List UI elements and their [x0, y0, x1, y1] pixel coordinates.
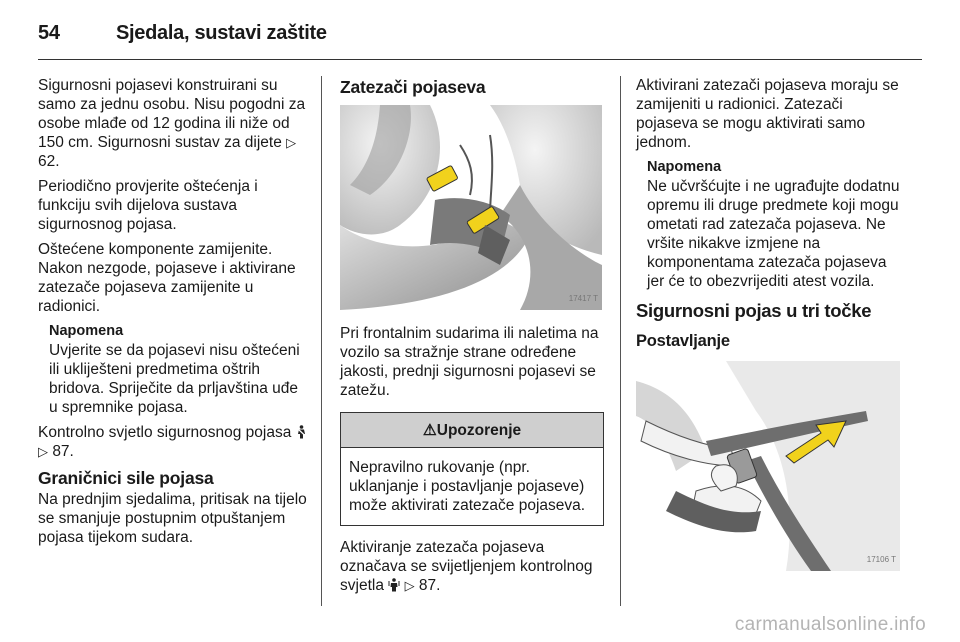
seatbelt-warning-icon — [296, 424, 307, 441]
note-text: Ne učvršćujte i ne ugrađujte dodatnu opremu ili druge predmete koji mogu ometati rad zatezača pojaseva. Ne vršite nikakve izmjene na komponentama zatezača pojaseva jer će to obezvrijediti atest vozila. — [647, 178, 900, 290]
page-ref-icon: ▷ — [38, 444, 48, 459]
header-rule — [38, 59, 922, 60]
warning-box — [340, 412, 604, 526]
column-2 — [340, 76, 604, 601]
paragraph: Sigurnosni pojasevi konstruirani su samo za jednu osobu. Nisu pogodni za osobe mlađe od 12 godina ili niže od 150 cm. Sigurnosni sustav za dijete ▷ 62. — [38, 77, 306, 170]
column-1 — [38, 76, 308, 553]
note — [636, 158, 906, 291]
note-heading: Napomena — [647, 159, 722, 175]
watermark: carmanualsonline.info — [734, 614, 926, 635]
column-3 — [636, 76, 906, 571]
airbag-tensioner-light-icon — [388, 577, 400, 594]
page-header — [38, 22, 327, 45]
three-point-belt-figure — [636, 361, 900, 571]
paragraph: Kontrolno svjetlo sigurnosnog pojasa ▷ 87. — [38, 423, 308, 461]
belt-tensioner-figure — [340, 105, 602, 310]
column-divider — [620, 76, 621, 606]
warning-triangle-icon: ⚠ — [422, 422, 437, 439]
belt-fastening-illustration — [636, 361, 900, 571]
figure-number: 17417 T — [568, 294, 598, 303]
note-heading: Napomena — [49, 323, 124, 339]
page-number: 54 — [38, 22, 60, 44]
section-heading: Sigurnosni pojas u tri točke — [636, 300, 872, 321]
warning-header — [341, 413, 603, 448]
sub-heading: Postavljanje — [636, 332, 730, 350]
paragraph: Na prednjim sjedalima, pritisak na tijelo se smanjuje postupnim otpuštanjem pojasa tijekom sudara. — [38, 491, 307, 546]
section-heading: Graničnici sile pojasa — [38, 468, 214, 488]
figure-number: 17106 T — [866, 555, 896, 564]
warning-title: Upozorenje — [436, 422, 522, 439]
page-ref-icon: ▷ — [286, 135, 297, 150]
paragraph: Oštećene komponente zamijenite. Nakon nezgode, pojaseve i aktivirane zatezače pojaseva zamijenite u radionici. — [38, 241, 296, 315]
page-title: Sjedala, sustavi zaštite — [116, 22, 327, 44]
seat-illustration — [340, 105, 602, 310]
column-divider — [321, 76, 322, 606]
paragraph: Pri frontalnim sudarima ili naletima na vozilo sa stražnje strane određene jakosti, prednji sigurnosni pojasevi se zatežu. — [340, 325, 599, 399]
note — [38, 322, 308, 417]
note-text: Uvjerite se da pojasevi nisu oštećeni ili ukliješteni predmetima oštrih bridova. Spriječite da prljavština uđe u spremnike pojasa. — [49, 342, 300, 416]
page-ref-icon: ▷ — [404, 578, 415, 593]
paragraph: Aktivirani zatezači pojaseva moraju se zamijeniti u radionici. Zatezači pojaseva se mogu aktivirati samo jednom. — [636, 77, 899, 151]
warning-text: Nepravilno rukovanje (npr. uklanjanje i postavljanje pojaseve) može aktivirati zatezače pojaseva. — [349, 459, 586, 514]
paragraph: Periodično provjerite oštećenja i funkciju svih dijelova sustava sigurnosnog pojasa. — [38, 178, 258, 233]
paragraph: Aktiviranje zatezača pojaseva označava se svijetljenjem kontrolnog svjetla ▷ 87. — [340, 539, 593, 594]
section-heading: Zatezači pojaseva — [340, 77, 486, 97]
